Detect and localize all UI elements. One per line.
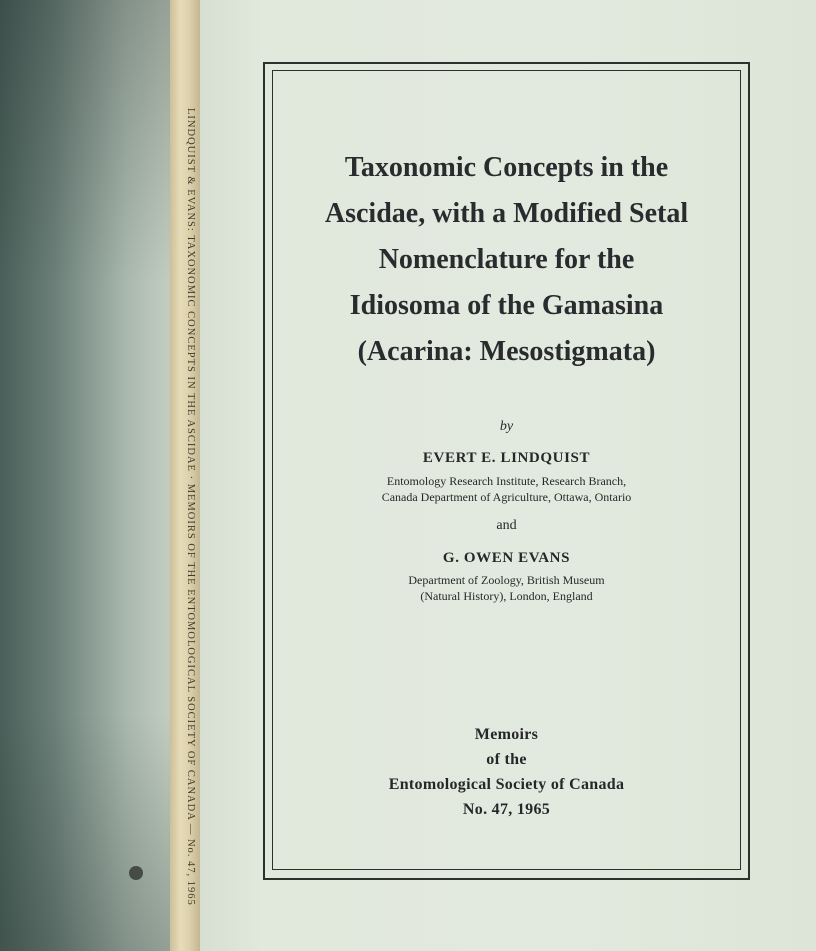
affiliation-line: Canada Department of Agriculture, Ottawa, Ontario [381,490,632,504]
author-name-1: EVERT E. LINDQUIST [422,450,591,466]
title-line: (Acarina: Mesostigmata) [357,336,656,367]
author-affiliation-2 [275,572,738,604]
spine-text: LINDQUIST & EVANS: TAXONOMIC CONCEPTS IN THE ASCIDAE · MEMOIRS OF THE ENTOMOLOGICAL SOCIETY OF CANADA — No. 47, 1965 [185,108,196,906]
series-info [275,722,738,822]
title-line: Ascidae, with a Modified Setal [324,198,689,229]
byline: by [499,419,514,434]
back-cover-edge [0,0,180,951]
series-line: Entomological Society of Canada [388,776,625,793]
author-affiliation-1 [275,473,738,505]
author-name-2: G. OWEN EVANS [442,550,571,566]
affiliation-line: Entomology Research Institute, Research Branch, [386,474,627,488]
and-separator: and [496,518,517,533]
series-line: Memoirs [474,726,539,743]
affiliation-line: (Natural History), London, England [420,589,593,603]
series-line: of the [486,751,527,768]
series-line: No. 47, 1965 [462,801,551,818]
affiliation-line: Department of Zoology, British Museum [408,573,605,587]
title-line: Nomenclature for the [378,244,635,275]
library-stamp-mark [129,866,143,880]
title-line: Taxonomic Concepts in the [344,152,669,183]
book-title [275,145,738,375]
title-line: Idiosoma of the Gamasina [349,290,664,321]
